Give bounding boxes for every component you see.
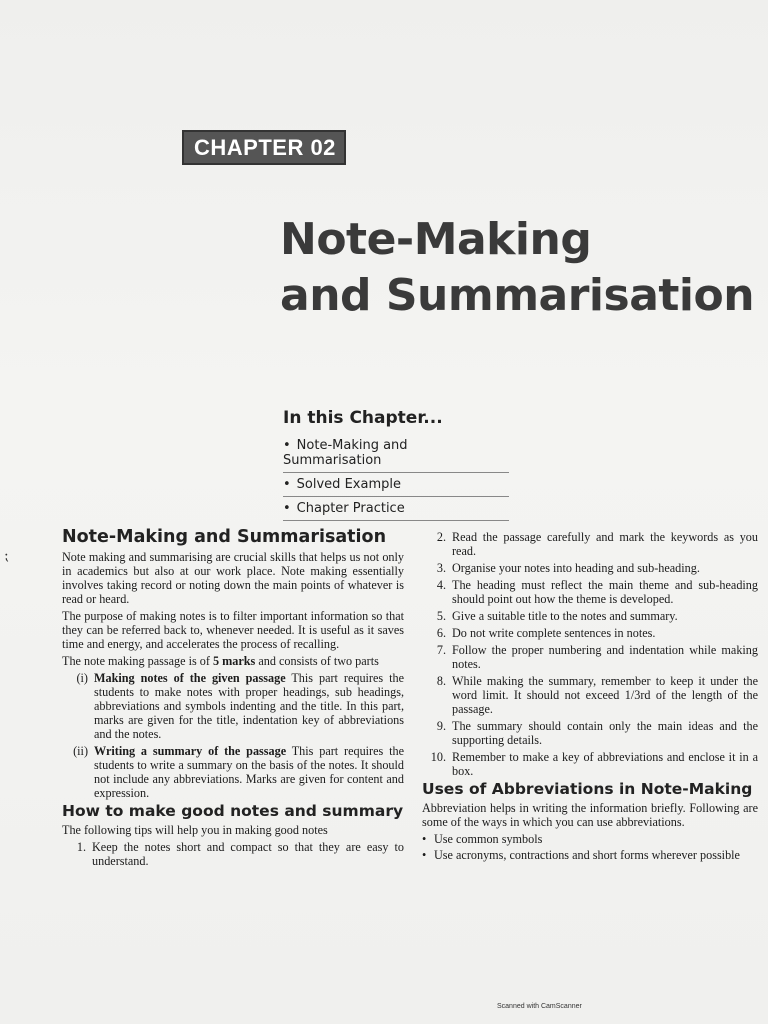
bullet-icon: •: [283, 477, 291, 492]
paragraph: [62, 654, 404, 668]
item-number: 1.: [76, 840, 86, 854]
list-item: [62, 840, 404, 868]
item-number: 10.: [430, 750, 446, 764]
list-item: [422, 719, 758, 747]
subsection-heading: How to make good notes and summary: [62, 802, 404, 820]
item-bold: Making notes of the given passage: [94, 671, 286, 685]
in-chapter-item-label: Note-Making and Summarisation: [283, 438, 408, 468]
subsection-heading: Uses of Abbreviations in Note-Making: [422, 780, 753, 798]
title-line-2: and Summarisation: [280, 270, 755, 321]
text-span: and consists of two parts: [255, 654, 379, 668]
item-number: 3.: [436, 561, 446, 575]
section-heading: Note-Making and Summarisation: [62, 527, 387, 547]
item-number: (ii): [73, 744, 88, 758]
list-item: [422, 626, 758, 640]
in-chapter-item-label: Chapter Practice: [296, 501, 405, 516]
bullet-icon: •: [283, 501, 291, 516]
in-chapter-item: [283, 434, 509, 473]
list-item: [422, 561, 758, 575]
list-item: [62, 744, 404, 800]
chapter-title: [280, 212, 754, 324]
item-number: (i): [76, 671, 88, 685]
right-column: [422, 530, 758, 864]
left-column: [62, 527, 404, 871]
item-text: Give a suitable title to the notes and summary.: [452, 609, 678, 623]
item-text: Keep the notes short and compact so that they are easy to understand.: [92, 840, 404, 868]
title-line-1: Note-Making: [280, 214, 592, 265]
item-number: 7.: [436, 643, 446, 657]
bullet-item: [422, 848, 758, 862]
chapter-label: CHAPTER 02: [182, 130, 346, 165]
item-text: Remember to make a key of abbreviations and enclose it in a box.: [452, 750, 758, 778]
bullet-text: Use acronyms, contractions and short forms wherever possible: [434, 848, 740, 862]
in-this-chapter-box: [283, 408, 509, 521]
item-text: [94, 744, 404, 800]
in-chapter-heading: In this Chapter...: [283, 408, 443, 428]
item-text: Read the passage carefully and mark the keywords as you read.: [452, 530, 758, 558]
item-text: Do not write complete sentences in notes.: [452, 626, 656, 640]
bullet-icon: •: [422, 832, 427, 846]
list-item: [422, 530, 758, 558]
list-item: [422, 609, 758, 623]
item-number: 6.: [436, 626, 446, 640]
item-number: 5.: [436, 609, 446, 623]
list-item: [422, 674, 758, 716]
item-number: 2.: [436, 530, 446, 544]
item-number: 9.: [436, 719, 446, 733]
bullet-text: Use common symbols: [434, 832, 543, 846]
paragraph: Note making and summarising are crucial skills that helps us not only in academics but also at our work place. Note making essentially involves taking record or noting down the main points of whatever is read or heard.: [62, 550, 404, 606]
item-number: 8.: [436, 674, 446, 688]
in-chapter-list: [283, 434, 509, 521]
paragraph: The following tips will help you in making good notes: [62, 823, 328, 837]
bullet-item: [422, 832, 758, 846]
in-chapter-item: [283, 497, 509, 521]
item-text: Follow the proper numbering and indentation while making notes.: [452, 643, 758, 671]
paragraph: Abbreviation helps in writing the information briefly. Following are some of the ways in which you can use abbreviations.: [422, 801, 758, 829]
item-body: This part requires the students to make notes with proper headings, sub headings, abbreviations and symbols indenting and the title. In this part, marks are given for the title, indentation key of abbreviations and the notes.: [94, 671, 404, 741]
item-text: The heading must reflect the main theme and sub-heading should point out how the theme is developed.: [452, 578, 758, 606]
marks-text: 5 marks: [212, 654, 256, 668]
list-item: [62, 671, 404, 741]
margin-mark: ⁏: [4, 549, 9, 564]
bullet-icon: •: [283, 438, 291, 453]
paragraph: The purpose of making notes is to filter important information so that they can be referred back to, whenever needed. It is useful as it saves time and energy, and accelerates the process of recalling.: [62, 609, 404, 651]
scanner-watermark: Scanned with CamScanner: [497, 1003, 582, 1010]
bullet-icon: •: [422, 848, 427, 862]
list-item: [422, 750, 758, 778]
list-item: [422, 643, 758, 671]
in-chapter-item: [283, 473, 509, 497]
text-span: The note making passage is of: [62, 654, 213, 668]
item-text: Organise your notes into heading and sub-heading.: [452, 561, 700, 575]
item-number: 4.: [436, 578, 446, 592]
item-text: The summary should contain only the main ideas and the supporting details.: [452, 719, 758, 747]
item-text: While making the summary, remember to keep it under the word limit. It should not exceed 1/3rd of the length of the passage.: [452, 674, 758, 716]
list-item: [422, 578, 758, 606]
in-chapter-item-label: Solved Example: [296, 477, 401, 492]
item-bold: Writing a summary of the passage: [94, 744, 287, 758]
item-text: [94, 671, 404, 741]
item-body: This part requires the students to write a summary on the basis of the notes. It should not include any abbreviations. Marks are given for content and expression.: [94, 744, 404, 800]
